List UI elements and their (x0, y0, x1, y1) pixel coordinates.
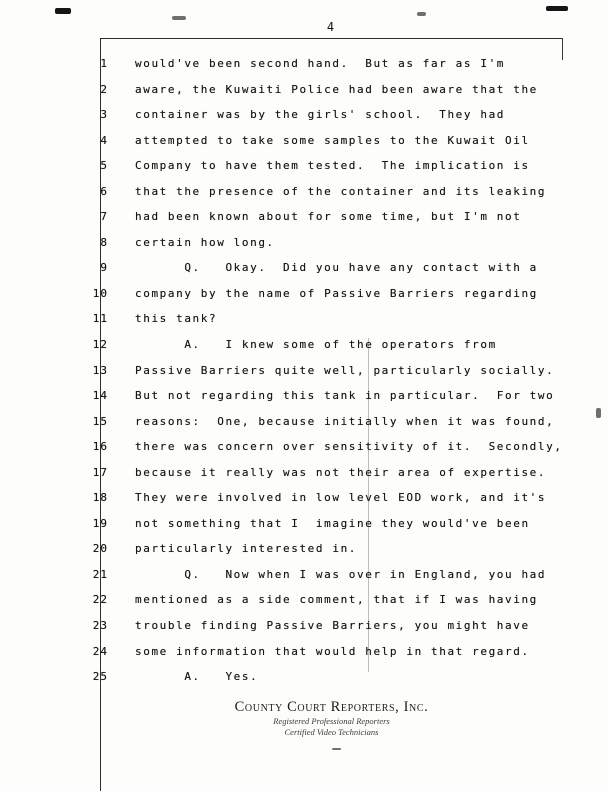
line-text: A. I knew some of the operators from (135, 338, 497, 352)
line-number: 2 (100, 82, 108, 96)
transcript-line (78, 204, 564, 230)
line-number: 3 (100, 108, 108, 122)
transcript-line (78, 230, 564, 256)
line-number: 9 (100, 261, 108, 275)
line-text: aware, the Kuwaiti Police had been aware that the (135, 82, 538, 96)
transcript-line (78, 77, 564, 103)
line-text: certain how long. (135, 235, 275, 249)
transcript-line (78, 51, 564, 77)
line-text: there was concern over sensitivity of it. Secondly, (135, 440, 563, 454)
line-text: Passive Barriers quite well, particularly socially. (135, 363, 555, 377)
transcript-line (78, 587, 564, 613)
line-text: trouble finding Passive Barriers, you might have (135, 619, 530, 633)
transcript-line (78, 102, 564, 128)
line-number: 10 (92, 286, 108, 300)
scan-artifact (596, 408, 601, 418)
scan-artifact (417, 12, 426, 16)
transcript-line (78, 358, 564, 384)
line-number: 13 (92, 363, 108, 377)
line-text: But not regarding this tank in particular. For two (135, 389, 555, 403)
transcript-line (78, 562, 564, 588)
line-number: 6 (100, 184, 108, 198)
line-number: 18 (92, 491, 108, 505)
line-text: reasons: One, because initially when it was found, (135, 414, 555, 428)
line-text: would've been second hand. But as far as I'm (135, 57, 506, 70)
line-text: had been known about for some time, but I'm not (135, 210, 522, 224)
line-number: 5 (100, 159, 108, 173)
line-text: Company to have them tested. The implication is (135, 159, 530, 173)
line-text: that the presence of the container and its leaking (135, 184, 547, 198)
line-number: 11 (92, 312, 108, 326)
line-number: 7 (100, 210, 108, 224)
transcript-line (78, 332, 564, 358)
line-number: 19 (92, 516, 108, 530)
transcript-line (78, 460, 564, 486)
line-number: 12 (92, 338, 108, 352)
page-number: 4 (326, 20, 337, 34)
transcript-line (78, 153, 564, 179)
line-number: 25 (92, 670, 108, 684)
transcript-line (78, 306, 564, 332)
transcript-line (78, 434, 564, 460)
transcript-body (78, 51, 564, 690)
court-reporter-footer (100, 699, 563, 738)
line-number: 23 (92, 619, 108, 633)
transcript-line (78, 664, 564, 690)
footer-company-name: County Court Reporters, Inc. (234, 699, 429, 715)
line-text: this tank? (135, 312, 218, 326)
line-number: 20 (92, 542, 108, 556)
scan-artifact (332, 748, 341, 750)
line-text: attempted to take some samples to the Kuwait Oil (135, 133, 530, 147)
page-border-top (100, 38, 563, 39)
line-text: because it really was not their area of expertise. (135, 465, 547, 479)
transcript-line (78, 179, 564, 205)
transcript-line (78, 255, 564, 281)
line-text: They were involved in low level EOD work, and it's (135, 491, 547, 505)
footer-subtitle-1: Registered Professional Reporters (273, 716, 390, 726)
line-number: 15 (92, 414, 108, 428)
line-number: 8 (100, 235, 108, 249)
transcript-line (78, 409, 564, 435)
scan-artifact (55, 8, 71, 14)
line-number: 4 (100, 133, 108, 147)
transcript-line (78, 128, 564, 154)
transcript-line (78, 511, 564, 537)
line-number: 17 (92, 465, 108, 479)
transcript-line (78, 639, 564, 665)
line-text: some information that would help in that regard. (135, 644, 530, 658)
line-number: 1 (100, 57, 108, 70)
line-text: company by the name of Passive Barriers regarding (135, 286, 538, 300)
transcript-line (78, 281, 564, 307)
line-text: not something that I imagine they would've been (135, 516, 530, 530)
transcript-line (78, 613, 564, 639)
line-number: 21 (92, 567, 108, 581)
line-text: A. Yes. (135, 670, 259, 684)
line-text: container was by the girls' school. They had (135, 108, 506, 122)
line-number: 14 (92, 389, 108, 403)
footer-subtitle-2: Certified Video Technicians (284, 727, 379, 737)
scan-artifact (546, 6, 568, 11)
line-text: mentioned as a side comment, that if I was having (135, 593, 538, 607)
line-text: Q. Now when I was over in England, you had (135, 567, 547, 581)
line-number: 24 (92, 644, 108, 658)
transcript-line (78, 485, 564, 511)
line-number: 16 (92, 440, 108, 454)
transcript-line (78, 536, 564, 562)
line-number: 22 (92, 593, 108, 607)
line-text: Q. Okay. Did you have any contact with a (135, 261, 538, 275)
line-text: particularly interested in. (135, 542, 358, 556)
transcript-line (78, 383, 564, 409)
